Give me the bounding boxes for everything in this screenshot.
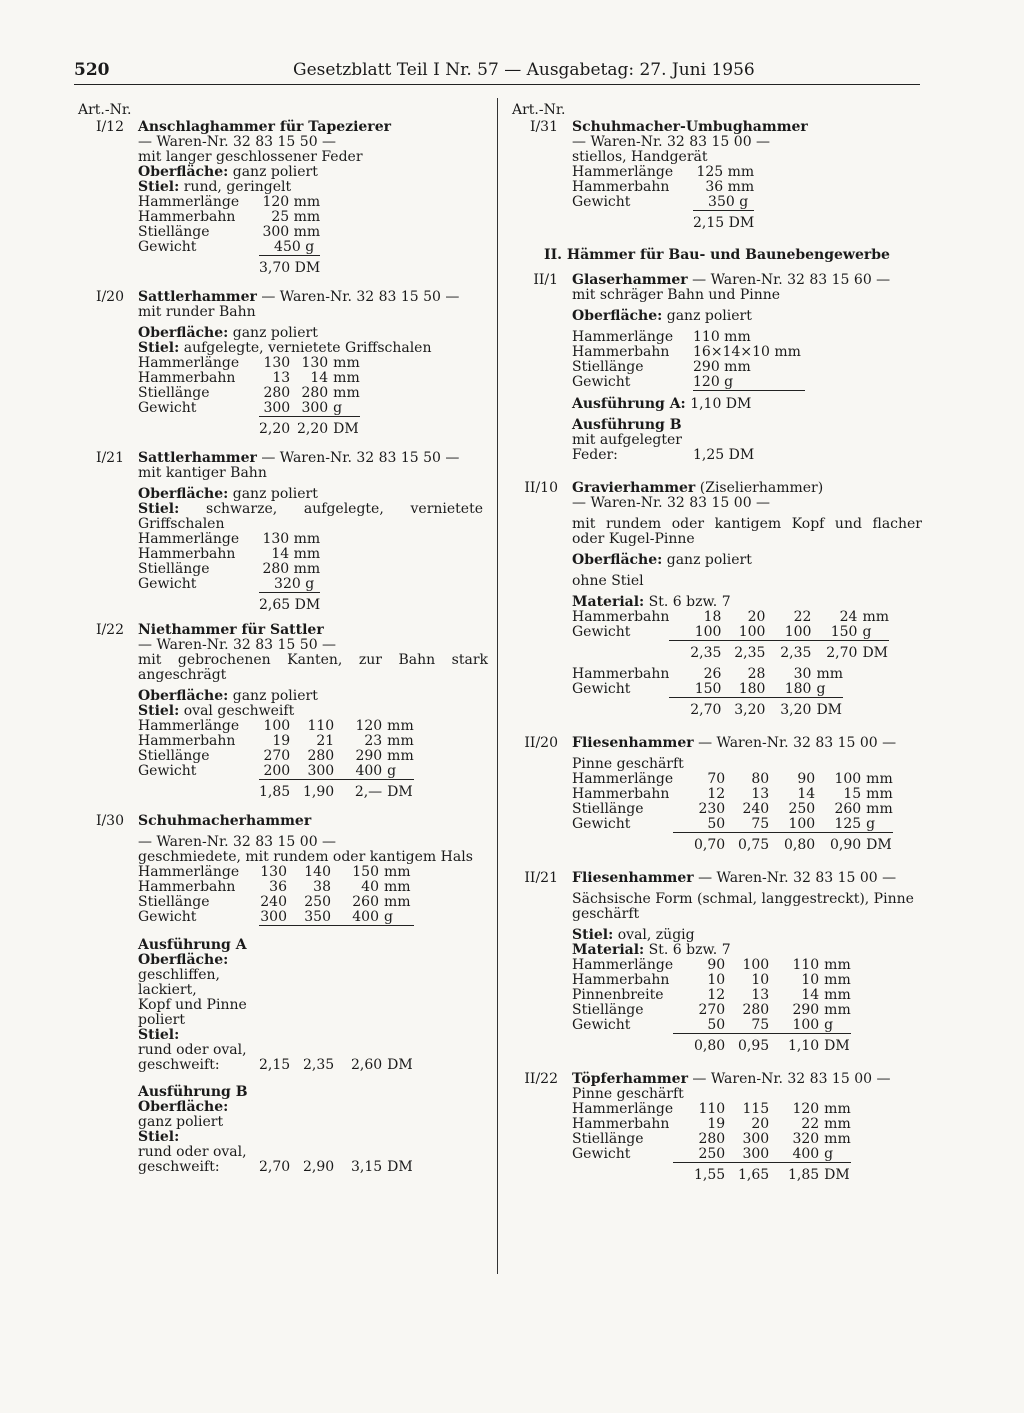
article-ii1 bbox=[512, 273, 922, 463]
article-desc: mit gebrochenen Kanten, zur Bahn stark angeschrägt bbox=[138, 652, 488, 683]
header-rule bbox=[74, 84, 920, 85]
surface-text: geschliffen, bbox=[138, 967, 220, 983]
spec-table: Hammerlänge 130 140 150 mm Hammerbahn 36 38 40 mm Stiellänge 240 250 260 mm Gewicht 300 350 400 g bbox=[138, 865, 414, 926]
price-row-b: Feder: 1,25 DM bbox=[572, 447, 755, 463]
article-heading: Töpferhammer — Waren-Nr. 32 83 15 00 — bbox=[572, 1071, 891, 1087]
article-code: II/21 bbox=[524, 870, 558, 886]
spec-table: Hammerlänge 110 115 120 mm Hammerbahn 19 20 22 mm Stiellänge 280 300 320 mm Gewicht 250 300 400 g 1,55 1,65 1,85 DM bbox=[572, 1101, 851, 1183]
handle-line: Stiel: schwarze, aufgelegte, vernietete Griffschalen bbox=[138, 501, 483, 532]
ausfuehrung-a-line: Ausführung A: 1,10 DM bbox=[572, 396, 752, 412]
article-heading: Glaserhammer — Waren-Nr. 32 83 15 60 — bbox=[572, 272, 891, 288]
article-i30 bbox=[78, 814, 490, 1175]
article-desc: Pinne geschärft bbox=[572, 1086, 684, 1102]
column-divider bbox=[497, 98, 498, 1274]
article-heading: Fliesenhammer — Waren-Nr. 32 83 15 00 — bbox=[572, 735, 897, 751]
article-code: I/31 bbox=[529, 119, 558, 135]
spec-table: Hammerlänge 110 mm Hammerbahn 16×14×10 mm Stiellänge 290 mm Gewicht 120 g bbox=[572, 330, 805, 391]
ausfuehrung-b-desc: mit aufgelegter bbox=[572, 432, 682, 448]
spec-table: Hammerbahn 18 20 22 24 mm Gewicht 100 100 100 150 g 2,35 2,35 2,35 2,70 DM bbox=[572, 609, 889, 661]
handle-text: rund oder oval, bbox=[138, 1042, 247, 1058]
spec-table: Hammerlänge 90 100 110 mm Hammerbahn 10 10 10 mm Pinnenbreite 12 13 14 mm Stiellänge 270 280 290 mm Gewicht 50 75 100 g 0,80 0,95 1,10 DM bbox=[572, 957, 851, 1054]
article-desc: mit kantiger Bahn bbox=[138, 465, 267, 481]
surface-line: Oberfläche: ganz poliert bbox=[572, 552, 752, 568]
surface-text: poliert bbox=[138, 1012, 185, 1028]
page-header-title: Gesetzblatt Teil I Nr. 57 — Ausgabetag: 27. Juni 1956 bbox=[293, 60, 755, 80]
article-i31 bbox=[512, 120, 922, 231]
spec-table: Hammerlänge 100 110 120 mm Hammerbahn 19 21 23 mm Stiellänge 270 280 290 mm Gewicht 200 300 400 g 1,85 1,90 2,— DM bbox=[138, 718, 414, 800]
article-ii20 bbox=[512, 736, 922, 853]
article-code: II/1 bbox=[533, 272, 558, 288]
handle-line: Stiel: oval geschweift bbox=[138, 703, 295, 719]
spec-table: Hammerlänge 70 80 90 100 mm Hammerbahn 12 13 14 15 mm Stiellänge 230 240 250 260 mm Gewicht 50 75 100 125 g 0,70 0,75 0,80 0,90 DM bbox=[572, 771, 893, 853]
surface-line: Oberfläche: ganz poliert bbox=[138, 486, 318, 502]
article-heading: Fliesenhammer — Waren-Nr. 32 83 15 00 — bbox=[572, 870, 897, 886]
spec-table: Hammerlänge 125 mm Hammerbahn 36 mm Gewicht 350 g 2,15 DM bbox=[572, 164, 755, 231]
surface-label: Oberfläche: bbox=[138, 952, 229, 968]
handle-label: Stiel: bbox=[138, 1027, 180, 1043]
surface-text: lackiert, bbox=[138, 982, 197, 998]
article-code: I/22 bbox=[95, 622, 124, 638]
handle-line: Stiel: rund, geringelt bbox=[138, 179, 292, 195]
article-i20 bbox=[78, 290, 490, 437]
waren-nr: — Waren-Nr. 32 83 15 00 — bbox=[572, 134, 771, 150]
spec-table: Hammerlänge 130 130 mm Hammerbahn 13 14 mm Stiellänge 280 280 mm Gewicht 300 300 g 2,20 2,20 DM bbox=[138, 355, 360, 437]
article-title: Schuhmacherhammer bbox=[138, 813, 312, 829]
material-line: Material: St. 6 bzw. 7 bbox=[572, 942, 731, 958]
article-title: Schuhmacher-Umbughammer bbox=[572, 119, 808, 135]
ausfuehrung-b-heading: Ausführung B bbox=[138, 1084, 248, 1100]
article-desc: mit langer geschlossener Feder bbox=[138, 149, 363, 165]
handle-line: Stiel: oval, zügig bbox=[572, 927, 695, 943]
article-desc: stiellos, Handgerät bbox=[572, 149, 708, 165]
article-code: I/21 bbox=[95, 450, 124, 466]
article-code: I/30 bbox=[95, 813, 124, 829]
article-i12 bbox=[78, 120, 490, 276]
article-desc: mit rundem oder kantigem Kopf und flacher oder Kugel-Pinne bbox=[572, 516, 922, 547]
price: 3,70 DM bbox=[259, 260, 321, 276]
price-row-a: geschweift: 2,15 2,35 2,60 DM bbox=[138, 1057, 413, 1073]
article-desc: mit schräger Bahn und Pinne bbox=[572, 287, 781, 303]
article-desc: Pinne geschärft bbox=[572, 756, 684, 772]
article-title: Anschlaghammer für Tapezierer bbox=[138, 119, 391, 135]
left-column bbox=[78, 103, 490, 1175]
article-ii10 bbox=[512, 481, 922, 718]
right-column bbox=[512, 103, 922, 1183]
surface-line: Oberfläche: ganz poliert bbox=[138, 325, 318, 341]
article-i21 bbox=[78, 451, 490, 613]
article-ii21 bbox=[512, 871, 922, 1054]
surface-line: Oberfläche: ganz poliert bbox=[572, 308, 752, 324]
surface-line: Oberfläche: ganz poliert bbox=[138, 164, 318, 180]
article-desc: Sächsische Form (schmal, langgestreckt), Pinne geschärft bbox=[572, 891, 914, 922]
article-heading: Sattlerhammer — Waren-Nr. 32 83 15 50 — bbox=[138, 450, 460, 466]
article-code: II/22 bbox=[524, 1071, 558, 1087]
ausfuehrung-b-heading: Ausführung B bbox=[572, 417, 682, 433]
price: 2,65 DM bbox=[259, 597, 321, 613]
article-code: II/20 bbox=[524, 735, 558, 751]
article-code: I/20 bbox=[95, 289, 124, 305]
article-code: II/10 bbox=[524, 480, 558, 496]
article-heading: Gravierhammer (Ziselierhammer) bbox=[572, 480, 824, 496]
article-desc: geschmiedete, mit rundem oder kantigem Hals bbox=[138, 849, 473, 865]
surface-label: Oberfläche: bbox=[138, 1099, 229, 1115]
page-number: 520 bbox=[74, 60, 110, 80]
section-heading: II. Hämmer für Bau- und Baunebengewerbe bbox=[544, 247, 890, 263]
article-title: Niethammer für Sattler bbox=[138, 622, 324, 638]
surface-text: ganz poliert bbox=[138, 1114, 224, 1130]
article-ii22 bbox=[512, 1072, 922, 1183]
spec-table-2: Hammerbahn 26 28 30 mm Gewicht 150 180 180 g 2,70 3,20 3,20 DM bbox=[572, 666, 843, 718]
spec-table: Hammerlänge 130 mm Hammerbahn 14 mm Stiellänge 280 mm Gewicht 320 g 2,65 DM bbox=[138, 531, 321, 613]
waren-nr: — Waren-Nr. 32 83 15 50 — bbox=[138, 637, 337, 653]
ausfuehrung-a-heading: Ausführung A bbox=[138, 937, 247, 953]
art-nr-heading: Art.-Nr. bbox=[512, 102, 566, 118]
handle-text: rund oder oval, bbox=[138, 1144, 247, 1160]
price: 2,15 DM bbox=[693, 215, 755, 231]
price-row-b: geschweift: 2,70 2,90 3,15 DM bbox=[138, 1159, 413, 1175]
waren-nr: — Waren-Nr. 32 83 15 50 — bbox=[138, 134, 337, 150]
spec-table: Hammerlänge 120 mm Hammerbahn 25 mm Stiellänge 300 mm Gewicht 450 g 3,70 DM bbox=[138, 194, 321, 276]
article-i22 bbox=[78, 623, 490, 800]
article-heading: Sattlerhammer — Waren-Nr. 32 83 15 50 — bbox=[138, 289, 460, 305]
art-nr-heading: Art.-Nr. bbox=[78, 102, 132, 118]
handle-line: Stiel: aufgelegte, vernietete Griffschalen bbox=[138, 340, 432, 356]
surface-line: Oberfläche: ganz poliert bbox=[138, 688, 318, 704]
article-code: I/12 bbox=[95, 119, 124, 135]
handle-label: Stiel: bbox=[138, 1129, 180, 1145]
material-line: Material: St. 6 bzw. 7 bbox=[572, 594, 731, 610]
article-desc: mit runder Bahn bbox=[138, 304, 256, 320]
handle-line: ohne Stiel bbox=[572, 573, 644, 589]
waren-nr: — Waren-Nr. 32 83 15 00 — bbox=[572, 495, 771, 511]
waren-nr: — Waren-Nr. 32 83 15 00 — bbox=[138, 834, 337, 850]
surface-text: Kopf und Pinne bbox=[138, 997, 247, 1013]
